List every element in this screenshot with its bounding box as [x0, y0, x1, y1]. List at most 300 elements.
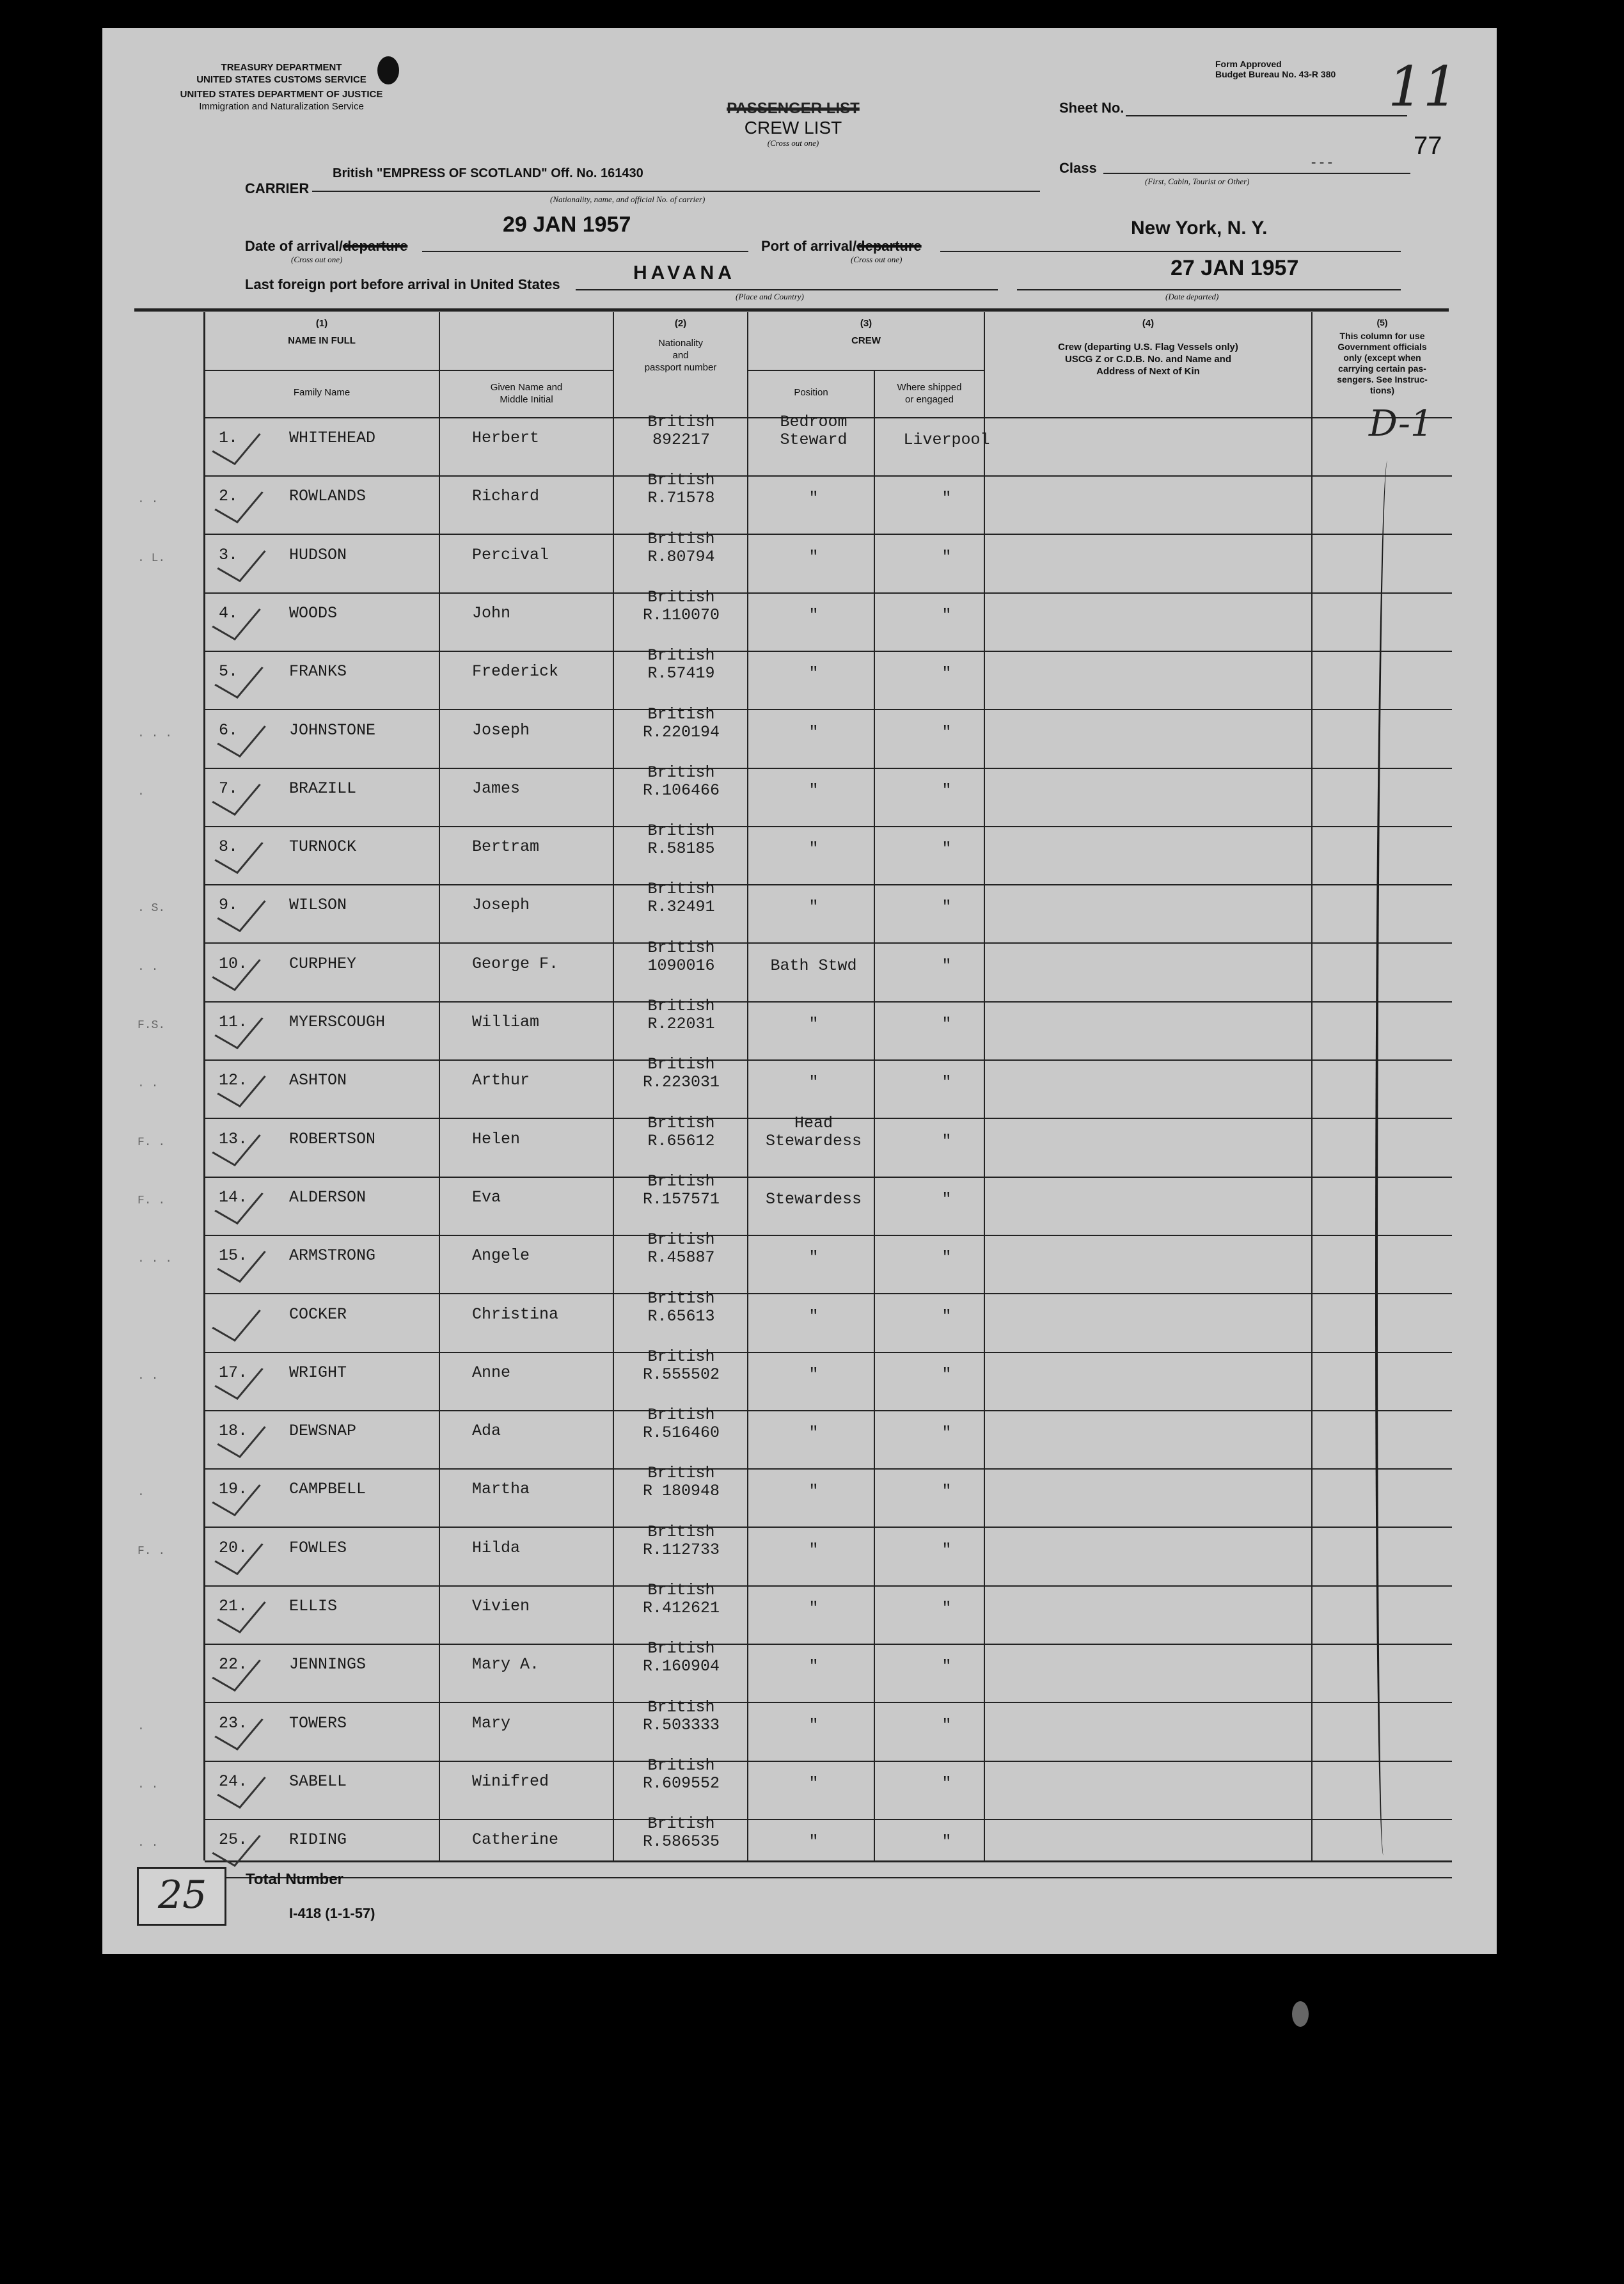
- col1-number: (1): [315, 318, 328, 329]
- position-cell: [750, 1523, 878, 1559]
- title-note: (Cross out one): [767, 138, 819, 148]
- position-cell: [750, 939, 878, 975]
- passport-number: R.45887: [647, 1248, 715, 1267]
- position-line-a: [750, 1348, 878, 1366]
- nationality-passport-cell: [614, 1173, 748, 1209]
- table-row: [0, 588, 1624, 652]
- where-shipped: ": [942, 1132, 952, 1150]
- nationality-passport-cell: [614, 1815, 748, 1851]
- shipped-spacer: [876, 706, 1017, 724]
- row-number: 9.: [219, 896, 239, 914]
- col2-line-c: passport number: [644, 362, 717, 373]
- position-cell: [750, 822, 878, 858]
- shipped-spacer: [876, 939, 1017, 957]
- carrier-label: CARRIER: [245, 180, 310, 196]
- check-mark-icon: [212, 1472, 261, 1516]
- shipped-spacer: [876, 413, 1017, 431]
- row-margin-mark: . .: [138, 493, 159, 506]
- given-name: Winifred: [472, 1772, 549, 1791]
- family-name: WRIGHT: [289, 1363, 347, 1382]
- position-cell: [750, 413, 878, 449]
- row-number: 24.: [219, 1772, 248, 1791]
- position: ": [808, 1482, 819, 1500]
- col1-title: NAME IN FULL: [288, 335, 356, 346]
- col3-shipped-line-b: or engaged: [905, 394, 954, 405]
- col1-heading: [205, 317, 439, 347]
- table-row: [0, 1406, 1624, 1470]
- passport-number: R.160904: [642, 1657, 720, 1676]
- family-name: ELLIS: [289, 1597, 338, 1615]
- where-shipped: ": [942, 489, 952, 507]
- shipped-cell: [876, 1173, 1017, 1209]
- col4-line-c: Address of Next of Kin: [1096, 366, 1200, 377]
- check-mark-icon: [217, 1239, 266, 1283]
- nationality-passport-cell: [614, 939, 748, 975]
- position: ": [808, 898, 819, 916]
- title-crossed: PASSENGER LIST: [727, 100, 860, 117]
- row-number: 13.: [219, 1130, 248, 1148]
- where-shipped: ": [942, 1307, 952, 1326]
- form-approved-line-1: Form Approved: [1215, 59, 1282, 69]
- title-main: CREW LIST: [744, 118, 842, 138]
- table-row: [0, 1230, 1624, 1294]
- where-shipped: ": [942, 1657, 952, 1676]
- nationality-passport-cell: [614, 472, 748, 507]
- shipped-cell: [876, 1231, 1017, 1267]
- family-name: WOODS: [289, 604, 338, 623]
- row-number: 8.: [219, 837, 239, 856]
- shipped-spacer: [876, 1699, 1017, 1717]
- shipped-spacer: [876, 764, 1017, 782]
- family-name: FOWLES: [289, 1539, 347, 1557]
- position-line-a: [750, 1464, 878, 1482]
- position: ": [808, 1599, 819, 1617]
- agency-block: [147, 61, 416, 113]
- shipped-spacer: [876, 1582, 1017, 1599]
- nationality: British: [647, 1406, 715, 1424]
- given-name: James: [472, 779, 521, 798]
- table-row: [0, 413, 1624, 477]
- check-mark-icon: [217, 1765, 266, 1809]
- nationality-passport-cell: [614, 1114, 748, 1150]
- position-line-a: [750, 880, 878, 898]
- col4-heading: [985, 317, 1311, 377]
- nationality: British: [647, 1756, 715, 1775]
- col1-given-line-b: Middle Initial: [500, 394, 553, 405]
- position: ": [808, 1365, 819, 1384]
- row-margin-mark: .: [138, 786, 145, 798]
- position: ": [808, 839, 819, 858]
- form-approved-line-2: Budget Bureau No. 43-R 380: [1215, 69, 1336, 79]
- class-note: (First, Cabin, Tourist or Other): [1145, 177, 1250, 186]
- col1-given-heading: [440, 381, 613, 406]
- nationality: British: [647, 1347, 715, 1366]
- position-line-a: [750, 764, 878, 782]
- where-shipped: ": [942, 1248, 952, 1267]
- nationality: British: [647, 1289, 715, 1308]
- row-number: 18.: [219, 1422, 248, 1440]
- family-name: JOHNSTONE: [289, 721, 376, 740]
- where-shipped: ": [942, 1015, 952, 1033]
- position-cell: [750, 997, 878, 1033]
- table-row: [0, 821, 1624, 885]
- position-cell: [750, 1114, 878, 1150]
- row-number: 2.: [219, 487, 239, 505]
- col5-line-f: tions): [1369, 385, 1395, 395]
- shipped-spacer: [876, 1173, 1017, 1191]
- position: Stewardess: [765, 1190, 862, 1209]
- position-line-a: Head: [794, 1114, 833, 1132]
- col2-line-a: Nationality: [658, 338, 704, 349]
- table-row: [0, 880, 1624, 944]
- table-row: [0, 939, 1624, 1003]
- shipped-cell: [876, 1815, 1017, 1851]
- col3-position-heading: Position: [794, 387, 828, 398]
- position-cell: [750, 1815, 878, 1851]
- col3-shipped-line-a: Where shipped: [897, 382, 962, 393]
- check-mark-icon: [214, 1356, 264, 1400]
- check-mark-icon: [214, 1005, 264, 1049]
- row-number: 14.: [219, 1188, 248, 1207]
- shipped-cell: [876, 1464, 1017, 1500]
- nationality: British: [647, 763, 715, 782]
- shipped-spacer: [876, 1523, 1017, 1541]
- given-name: Anne: [472, 1363, 511, 1382]
- row-margin-mark: . .: [138, 1077, 159, 1090]
- shipped-cell: [876, 997, 1017, 1033]
- position-cell: [750, 1757, 878, 1793]
- where-shipped: ": [942, 1599, 952, 1617]
- position-cell: [750, 706, 878, 742]
- position: ": [808, 1832, 819, 1851]
- table-row: [0, 1581, 1624, 1645]
- col3-shipped-heading: [875, 381, 984, 406]
- position-line-a: [750, 1406, 878, 1424]
- shipped-spacer: [876, 1290, 1017, 1308]
- last-port-label: Last foreign port before arrival in United States: [245, 276, 560, 292]
- given-name: Angele: [472, 1246, 530, 1265]
- position-line-a: [750, 1523, 878, 1541]
- where-shipped: ": [942, 839, 952, 858]
- agency-line-3: UNITED STATES DEPARTMENT OF JUSTICE: [180, 89, 383, 100]
- position-line-a: [750, 822, 878, 840]
- check-mark-icon: [212, 947, 261, 991]
- check-mark-icon: [217, 888, 266, 932]
- shipped-spacer: [876, 1114, 1017, 1132]
- family-name: DEWSNAP: [289, 1422, 357, 1440]
- position: ": [808, 723, 819, 742]
- nationality-passport-cell: [614, 589, 748, 624]
- position: ": [808, 1541, 819, 1559]
- total-value: 25: [158, 1873, 207, 1917]
- shipped-cell: [876, 880, 1017, 916]
- check-mark-icon: [214, 830, 264, 874]
- last-port-line: [576, 289, 998, 290]
- passport-number: R.220194: [642, 723, 720, 742]
- row-number: 12.: [219, 1071, 248, 1090]
- col5-line-a: This column for use: [1339, 331, 1425, 341]
- passport-number: R.555502: [642, 1365, 720, 1384]
- passport-number: R.110070: [642, 606, 720, 624]
- check-mark-icon: [214, 1706, 264, 1750]
- col5-heading: [1313, 317, 1452, 396]
- shipped-spacer: [876, 1231, 1017, 1249]
- given-name: Mary A.: [472, 1655, 540, 1674]
- position-cell: [750, 764, 878, 800]
- position-cell: [750, 1640, 878, 1676]
- shipped-spacer: [876, 1464, 1017, 1482]
- table-row: [0, 1756, 1624, 1820]
- table-row: [0, 997, 1624, 1061]
- shipped-cell: [876, 1582, 1017, 1617]
- position-line-a: [750, 530, 878, 548]
- scan-speck: [1292, 2001, 1309, 2027]
- position: ": [808, 1073, 819, 1091]
- where-shipped: ": [942, 1482, 952, 1500]
- given-name: Joseph: [472, 721, 530, 740]
- family-name: RIDING: [289, 1830, 347, 1849]
- punch-hole-mark: [377, 56, 399, 84]
- passport-number: R.106466: [642, 781, 720, 800]
- row-number: 4.: [219, 604, 239, 623]
- port-line: [940, 251, 1401, 252]
- nationality-passport-cell: [614, 706, 748, 742]
- family-name: BRAZILL: [289, 779, 357, 798]
- table-row: [0, 763, 1624, 827]
- given-name: Christina: [472, 1305, 559, 1324]
- position-cell: [750, 472, 878, 507]
- nationality: British: [647, 1523, 715, 1541]
- position: Steward: [780, 431, 847, 449]
- check-mark-icon: [217, 1063, 266, 1107]
- shipped-spacer: [876, 1815, 1017, 1833]
- class-label: Class: [1059, 160, 1097, 176]
- carrier-value: British "EMPRESS OF SCOTLAND" Off. No. 161430: [333, 166, 643, 180]
- nationality-passport-cell: [614, 1523, 748, 1559]
- position-cell: [750, 530, 878, 566]
- nationality: British: [647, 588, 715, 607]
- nationality-passport-cell: [614, 1757, 748, 1793]
- nationality: British: [647, 821, 715, 840]
- nationality-passport-cell: [614, 880, 748, 916]
- passport-number: R.65612: [647, 1132, 715, 1150]
- col5-number: (5): [1376, 317, 1388, 328]
- table-row: [0, 1172, 1624, 1236]
- shipped-cell: [876, 822, 1017, 858]
- passport-number: R.516460: [642, 1424, 720, 1442]
- col4-line-a: Crew (departing U.S. Flag Vessels only): [1058, 342, 1238, 353]
- row-number: 17.: [219, 1363, 248, 1382]
- where-shipped: ": [942, 723, 952, 742]
- nationality: British: [647, 880, 715, 898]
- where-shipped: ": [942, 956, 952, 975]
- passport-number: R.412621: [642, 1599, 720, 1617]
- family-name: FRANKS: [289, 662, 347, 681]
- row-number: 1.: [219, 429, 239, 447]
- passport-number: R.57419: [647, 664, 715, 683]
- date-departed-value: 27 JAN 1957: [1171, 256, 1299, 280]
- given-name: Ada: [472, 1422, 501, 1440]
- family-name: TOWERS: [289, 1714, 347, 1733]
- nationality: British: [647, 1114, 715, 1132]
- position-line-a: [750, 472, 878, 489]
- row-margin-mark: . S.: [138, 902, 166, 915]
- check-mark-icon: [212, 1647, 261, 1692]
- shipped-spacer: [876, 1056, 1017, 1074]
- family-name: WILSON: [289, 896, 347, 914]
- total-box: [137, 1867, 226, 1926]
- position: ": [808, 1248, 819, 1267]
- check-mark-icon: [212, 1297, 261, 1342]
- table-row: [0, 646, 1624, 710]
- passport-number: R.58185: [647, 839, 715, 858]
- passport-number: R.157571: [642, 1190, 720, 1209]
- sheet-label: Sheet No.: [1059, 100, 1124, 116]
- shipped-cell: [876, 1757, 1017, 1793]
- col4-number: (4): [1142, 318, 1155, 329]
- family-name: ASHTON: [289, 1071, 347, 1090]
- given-name: Vivien: [472, 1597, 530, 1615]
- nationality-passport-cell: [614, 413, 748, 449]
- row-number: 7.: [219, 779, 239, 798]
- nationality-passport-cell: [614, 764, 748, 800]
- row-number: 19.: [219, 1480, 248, 1498]
- passport-number: R.503333: [642, 1716, 720, 1734]
- carrier-line: [312, 191, 1040, 192]
- family-name: SABELL: [289, 1772, 347, 1791]
- table-row: [0, 1055, 1624, 1119]
- form-number: I-418 (1-1-57): [289, 1905, 375, 1921]
- where-shipped: ": [942, 781, 952, 800]
- table-row: [0, 705, 1624, 769]
- passport-number: R.223031: [642, 1073, 720, 1091]
- table-row: [0, 1523, 1624, 1587]
- position-cell: [750, 1173, 878, 1209]
- table-row: [0, 1814, 1624, 1878]
- family-name: JENNINGS: [289, 1655, 367, 1674]
- passport-number: 1090016: [647, 956, 715, 975]
- carrier-note: (Nationality, name, and official No. of carrier): [550, 194, 706, 204]
- family-name: HUDSON: [289, 546, 347, 564]
- shipped-cell: [876, 706, 1017, 742]
- position-line-a: [750, 1173, 878, 1191]
- row-number: 20.: [219, 1539, 248, 1557]
- table-row: [0, 1114, 1624, 1178]
- position-cell: [750, 1406, 878, 1442]
- check-mark-icon: [214, 1531, 264, 1575]
- row-margin-mark: . .: [138, 1837, 159, 1850]
- agency-line-2: UNITED STATES CUSTOMS SERVICE: [196, 74, 367, 85]
- nationality: British: [647, 530, 715, 548]
- check-mark-icon: [212, 596, 261, 640]
- where-shipped: ": [942, 1832, 952, 1851]
- port-label-text: Port of arrival/: [761, 238, 857, 254]
- port-label: [761, 238, 922, 255]
- nationality-passport-cell: [614, 1290, 748, 1326]
- shipped-spacer: [876, 1640, 1017, 1658]
- position: ": [808, 1424, 819, 1442]
- shipped-spacer: [876, 1348, 1017, 1366]
- position-line-a: [750, 1815, 878, 1833]
- nationality: British: [647, 1172, 715, 1191]
- col1-family-heading: Family Name: [293, 387, 351, 398]
- shipped-cell: [876, 647, 1017, 683]
- shipped-cell: [876, 1114, 1017, 1150]
- nationality: British: [647, 1639, 715, 1658]
- col3-title: CREW: [851, 335, 881, 346]
- given-name: Bertram: [472, 837, 540, 856]
- nationality-passport-cell: [614, 1699, 748, 1734]
- position-cell: [750, 1231, 878, 1267]
- row-number: 5.: [219, 662, 239, 681]
- passport-number: R.65613: [647, 1307, 715, 1326]
- shipped-cell: [876, 1640, 1017, 1676]
- class-line: [1103, 173, 1410, 174]
- position-line-a: [750, 1699, 878, 1717]
- row-rule: [205, 1877, 1452, 1878]
- sheet-value: 11: [1388, 55, 1458, 119]
- nationality-passport-cell: [614, 1056, 748, 1091]
- family-name: TURNOCK: [289, 837, 357, 856]
- title-block: [710, 100, 876, 148]
- row-number: 3.: [219, 546, 239, 564]
- port-crossed: departure: [856, 238, 922, 254]
- position-line-a: [750, 939, 878, 957]
- nationality: British: [647, 1230, 715, 1249]
- col5-line-e: sengers. See Instruc-: [1337, 374, 1428, 385]
- position-cell: [750, 589, 878, 624]
- total-label: Total Number: [246, 1871, 343, 1888]
- row-margin-mark: . .: [138, 961, 159, 974]
- table-top-rule: [134, 308, 1449, 312]
- position-cell: [750, 1290, 878, 1326]
- position-cell: [750, 880, 878, 916]
- family-name: MYERSCOUGH: [289, 1013, 386, 1031]
- shipped-spacer: [876, 530, 1017, 548]
- check-mark-icon: [217, 538, 266, 582]
- position: ": [808, 606, 819, 624]
- position-cell: [750, 1348, 878, 1384]
- where-shipped: ": [942, 1190, 952, 1209]
- nationality-passport-cell: [614, 1406, 748, 1442]
- position: ": [808, 1307, 819, 1326]
- date-departed-line: [1017, 289, 1401, 290]
- crew-subheader-rule: [748, 370, 985, 371]
- shipped-cell: [876, 530, 1017, 566]
- row-margin-mark: .: [138, 1720, 145, 1733]
- arrival-line: [422, 251, 748, 252]
- given-name: Joseph: [472, 896, 530, 914]
- position-cell: [750, 647, 878, 683]
- table-row: [0, 1347, 1624, 1411]
- nationality-passport-cell: [614, 1348, 748, 1384]
- passport-number: R.586535: [642, 1832, 720, 1851]
- row-number: 15.: [219, 1246, 248, 1265]
- family-name: ALDERSON: [289, 1188, 367, 1207]
- check-mark-icon: [214, 654, 264, 699]
- position-line-a: [750, 997, 878, 1015]
- passport-number: R.112733: [642, 1541, 720, 1559]
- passport-number: R.22031: [647, 1015, 715, 1033]
- last-port-note: (Place and Country): [736, 292, 804, 301]
- table-row: [0, 1698, 1624, 1762]
- where-shipped: Liverpool: [903, 431, 990, 449]
- position-cell: [750, 1056, 878, 1091]
- col5-line-b: Government officials: [1337, 342, 1427, 352]
- shipped-spacer: [876, 1406, 1017, 1424]
- page-number: 77: [1414, 132, 1442, 160]
- nationality: British: [647, 646, 715, 665]
